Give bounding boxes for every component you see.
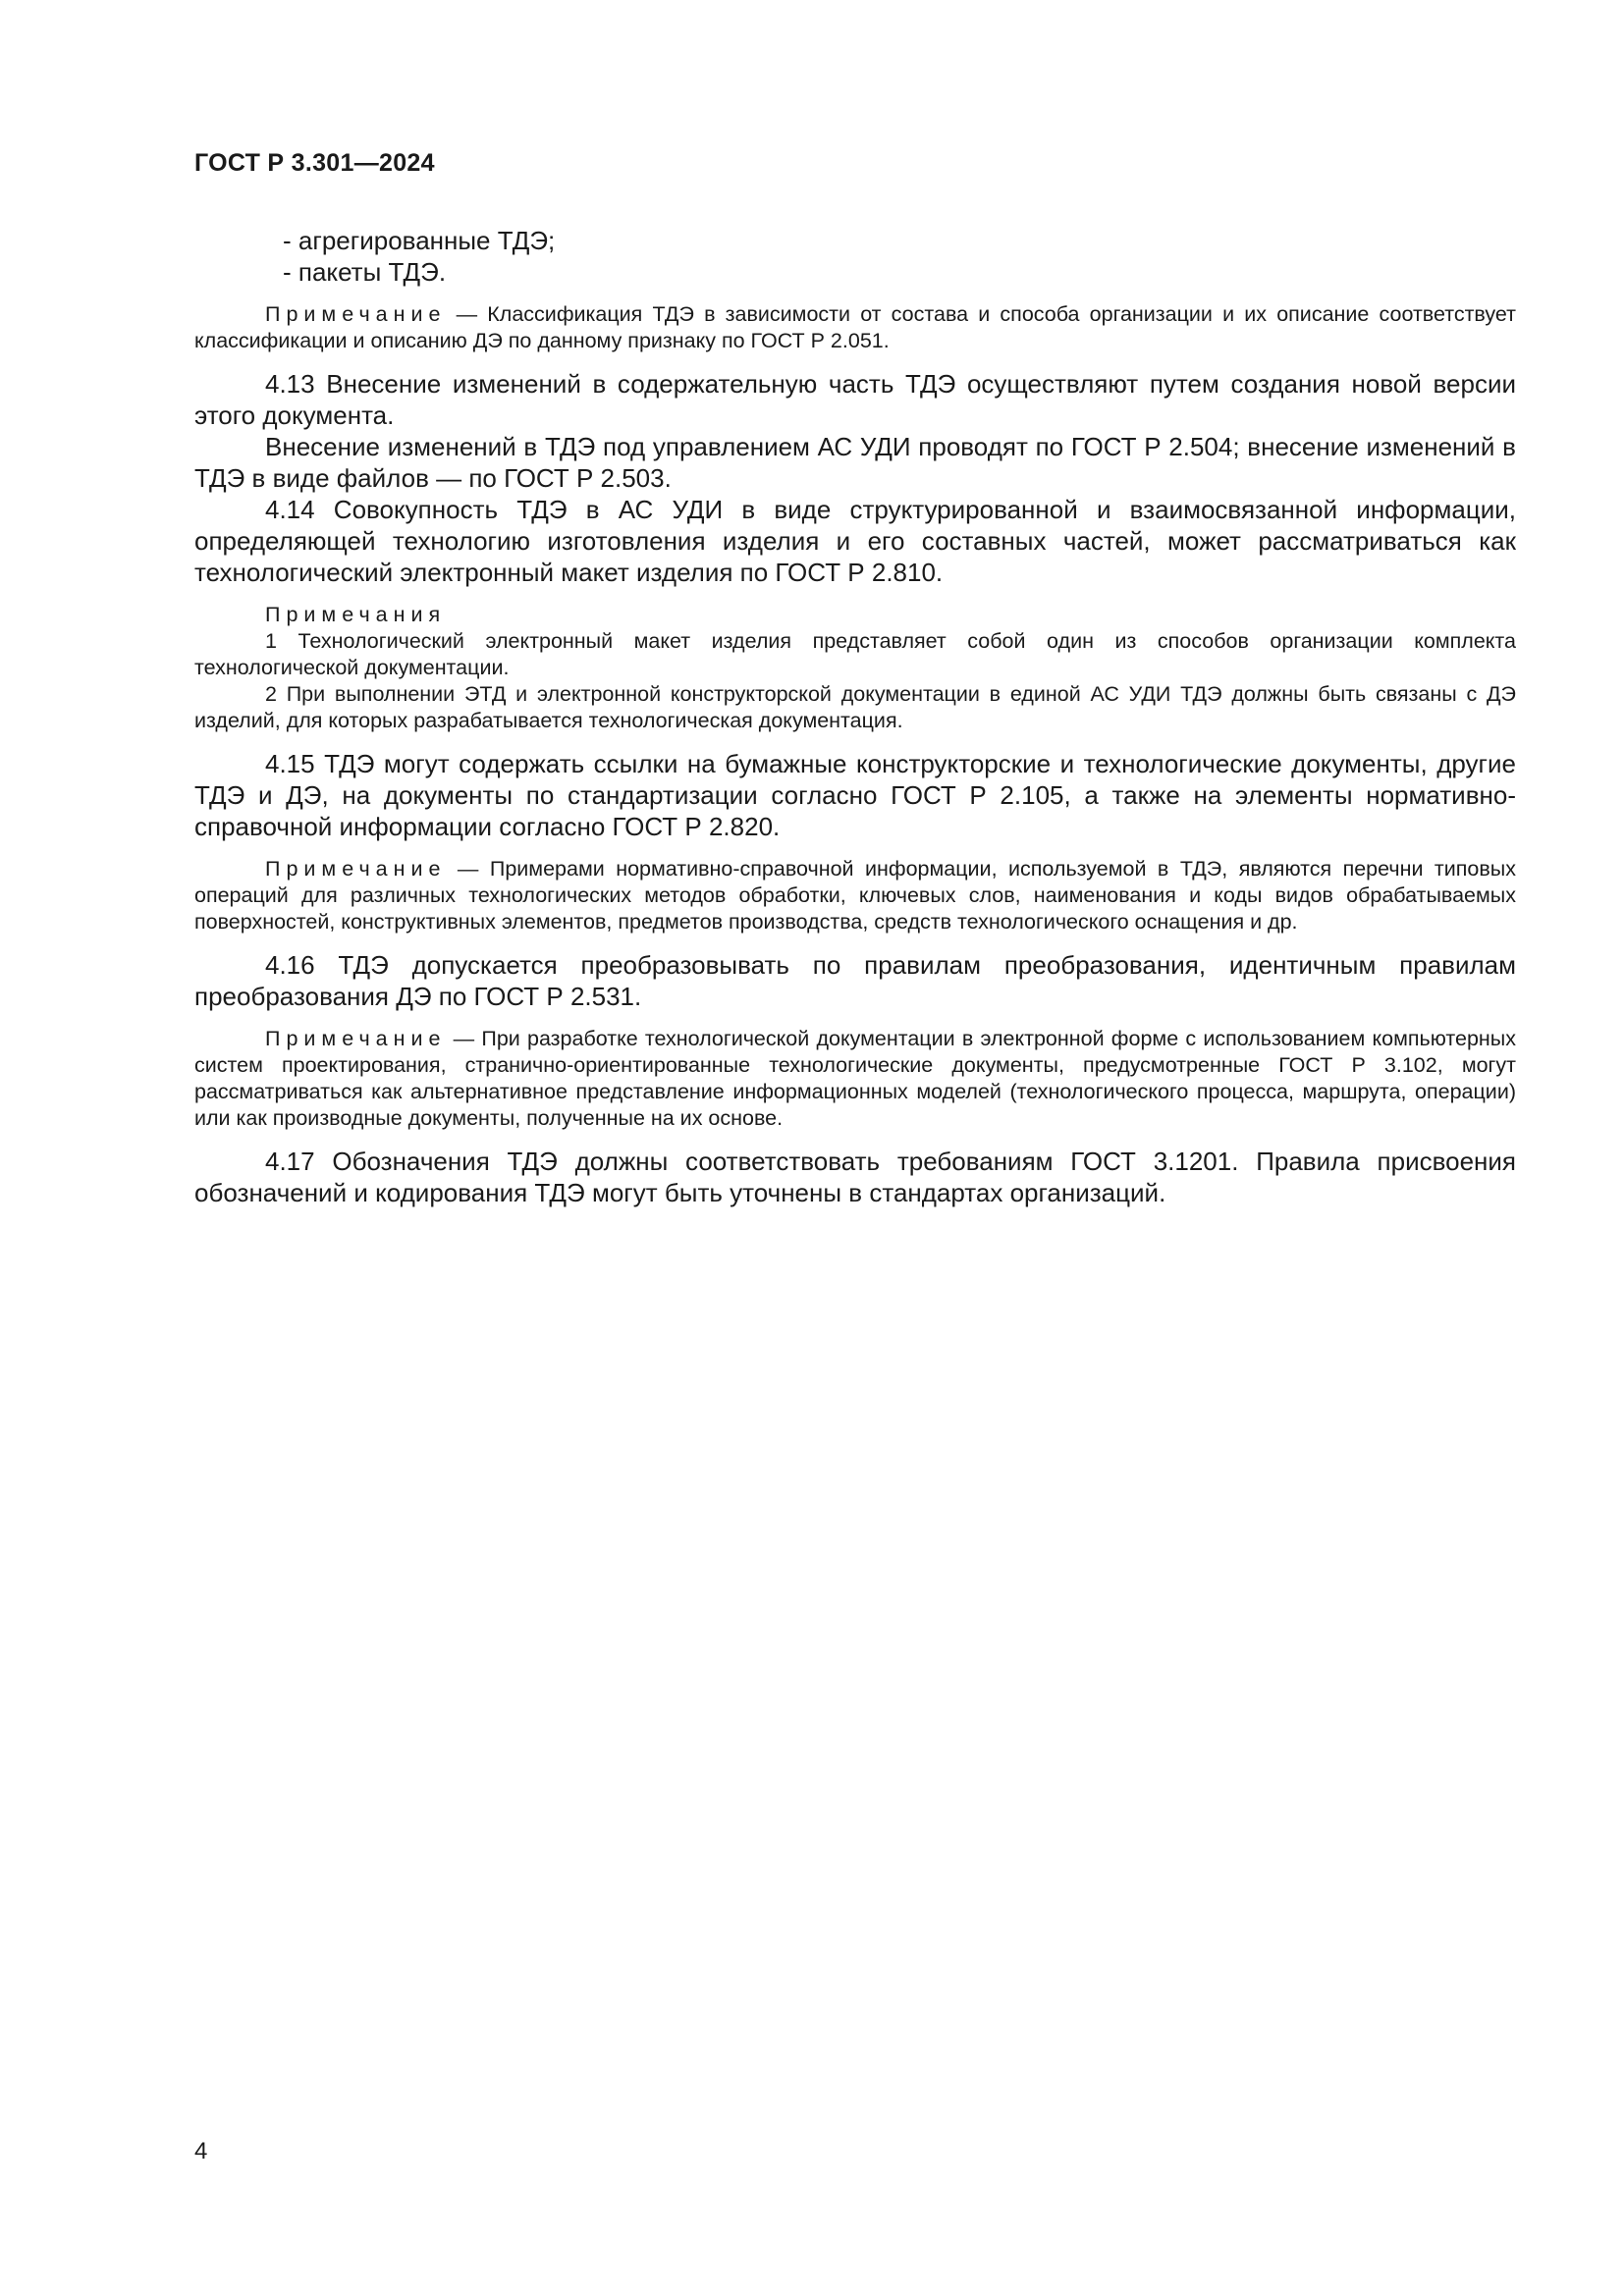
list-item: - агрегированные ТДЭ; bbox=[283, 226, 556, 255]
note-text: — Примерами нормативно-справочной информации, используемой в ТДЭ, являются перечни типовых операций для различных технологических методов обработки, ключевых слов, наименования и коды видов обрабатываемых поверхностей, конструктивных элементов, предметов производства, средств технологического оснащения и др. bbox=[194, 857, 1516, 934]
paragraph-4-13-continued: Внесение изменений в ТДЭ под управлением АС УДИ проводят по ГОСТ Р 2.504; внесение изменений в ТДЭ в виде файлов — по ГОСТ Р 2.503. bbox=[194, 432, 1516, 493]
page-number: 4 bbox=[194, 2138, 208, 2164]
paragraph-4-14: 4.14 Совокупность ТДЭ в АС УДИ в виде структурированной и взаимосвязанной информации, определяющей технологию изготовления изделия и его составных частей, может рассматриваться как технологический электронный макет изделия по ГОСТ Р 2.810. bbox=[194, 495, 1516, 587]
note-label: Примечание bbox=[265, 302, 447, 326]
paragraph-4-16: 4.16 ТДЭ допускается преобразовывать по правилам преобразования, идентичным правилам преобразования ДЭ по ГОСТ Р 2.531. bbox=[194, 950, 1516, 1011]
paragraph-4-13: 4.13 Внесение изменений в содержательную часть ТДЭ осуществляют путем создания новой версии этого документа. bbox=[194, 369, 1516, 430]
paragraph-4-15: 4.15 ТДЭ могут содержать ссылки на бумажные конструкторские и технологические документы, другие ТДЭ и ДЭ, на документы по стандартизации согласно ГОСТ Р 2.105, а также на элементы нормативно-справочной информации согласно ГОСТ Р 2.820. bbox=[194, 749, 1516, 841]
note-text: — При разработке технологической документации в электронной форме с использованием компьютерных систем проектирования, странично-ориентированные технологические документы, предусмотренные ГОСТ Р 3.102, могут рассматриваться как альтернативное представление информационных моделей (технологического процесса, маршрута, операции) или как производные документы, полученные на их основе. bbox=[194, 1027, 1516, 1130]
note-label: Примечание bbox=[265, 1027, 447, 1050]
paragraph-4-17: 4.17 Обозначения ТДЭ должны соответствовать требованиям ГОСТ 3.1201. Правила присвоения обозначений и кодирования ТДЭ могут быть уточнены в стандартах организаций. bbox=[194, 1147, 1516, 1207]
note-paragraph bbox=[194, 1026, 1516, 1132]
notes-heading bbox=[194, 602, 1516, 628]
note-text: — Классификация ТДЭ в зависимости от состава и способа организации и их описание соответствует классификации и описанию ДЭ по данному признаку по ГОСТ Р 2.051. bbox=[194, 302, 1516, 352]
note-label: Примечание bbox=[265, 857, 447, 881]
list-item: - пакеты ТДЭ. bbox=[283, 257, 447, 287]
notes-label: Примечания bbox=[265, 603, 447, 626]
document-body bbox=[194, 225, 1516, 1208]
note-paragraph bbox=[194, 856, 1516, 935]
note-paragraph bbox=[194, 301, 1516, 354]
note-item-2: 2 При выполнении ЭТД и электронной конструкторской документации в единой АС УДИ ТДЭ должны быть связаны с ДЭ изделий, для которых разрабатывается технологическая документация. bbox=[194, 682, 1516, 732]
note-item-1: 1 Технологический электронный макет изделия представляет собой один из способов организации комплекта технологической документации. bbox=[194, 629, 1516, 679]
page-header-title: ГОСТ Р 3.301—2024 bbox=[194, 149, 435, 177]
